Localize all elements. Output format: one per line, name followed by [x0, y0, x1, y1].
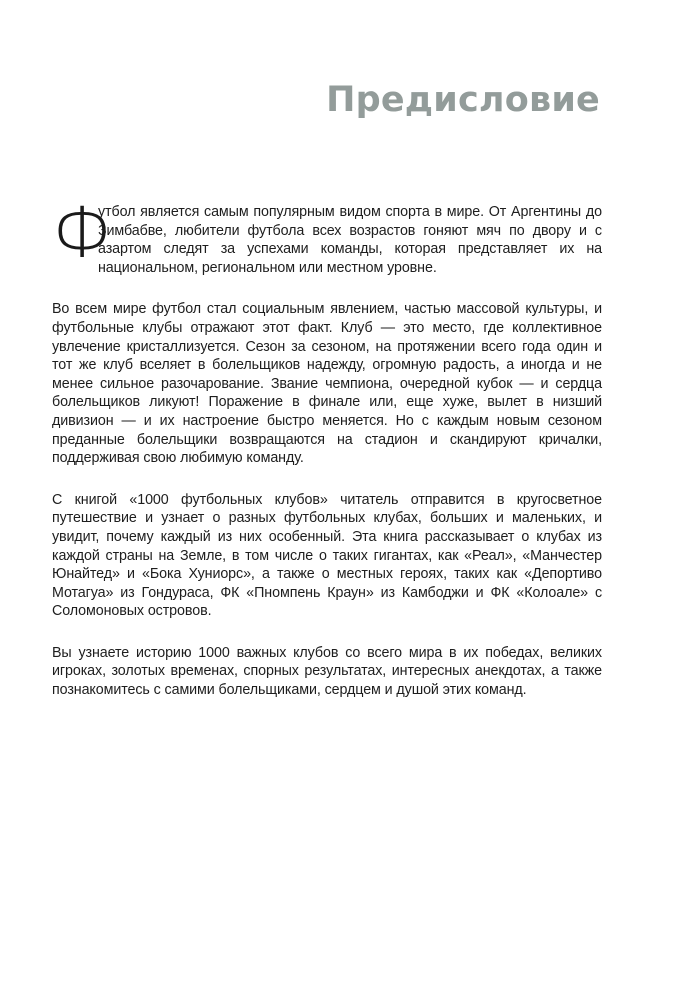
page-title: Предисловие [326, 80, 600, 120]
paragraph-clubs-history: Вы узнаете историю 1000 важных клубов со всего мира в их победах, великих игроках, золотых временах, спорных результатах, интересных анекдотах, а также познакомитесь с самими болельщиками, сердцем и душой этих команд. [52, 644, 602, 699]
body-text [52, 192, 602, 723]
lead-paragraph-text: утбол является самым популярным видом спорта в мире. От Аргентины до Зимбабве, любители футбола всех возрастов гоняют мяч по двору и с азартом следят за успехами команды, которая представляет их на национальном, региональном или местном уровне. [98, 204, 602, 276]
lead-paragraph [52, 192, 602, 277]
drop-cap: Ф [52, 192, 113, 274]
paragraph-social-phenomenon: Во всем мире футбол стал социальным явлением, частью массовой культуры, и футбольные клубы отражают этот факт. Клуб — это место, где коллективное увлечение кристаллизуется. Сезон за сезоном, на протяжении всего года один и тот же клуб вселяет в болельщиков надежду, огромную радость, а иногда и не менее сильное разочарование. Звание чемпиона, очередной кубок — и сердца болельщиков ликуют! Поражение в финале или, еще хуже, вылет в низший дивизион — и их настроение быстро меняется. Но с каждым новым сезоном преданные болельщики возвращаются на стадион и скандируют кричалки, поддерживая свою любимую команду. [52, 301, 602, 467]
paragraph-book-journey: С книгой «1000 футбольных клубов» читатель отправится в кругосветное путешествие и узнает о разных футбольных клубах, больших и маленьких, и увидит, почему каждый из них особенный. Эта книга рассказывает о клубах из каждой страны на Земле, в том числе о таких гигантах, как «Реал», «Манчестер Юнайтед» и «Бока Хуниорс», а также о местных героях, таких как «Депортиво Мотагуа» из Гондураса, ФК «Пномпень Краун» из Камбоджи и ФК «Колоале» с Соломоновых островов. [52, 491, 602, 620]
